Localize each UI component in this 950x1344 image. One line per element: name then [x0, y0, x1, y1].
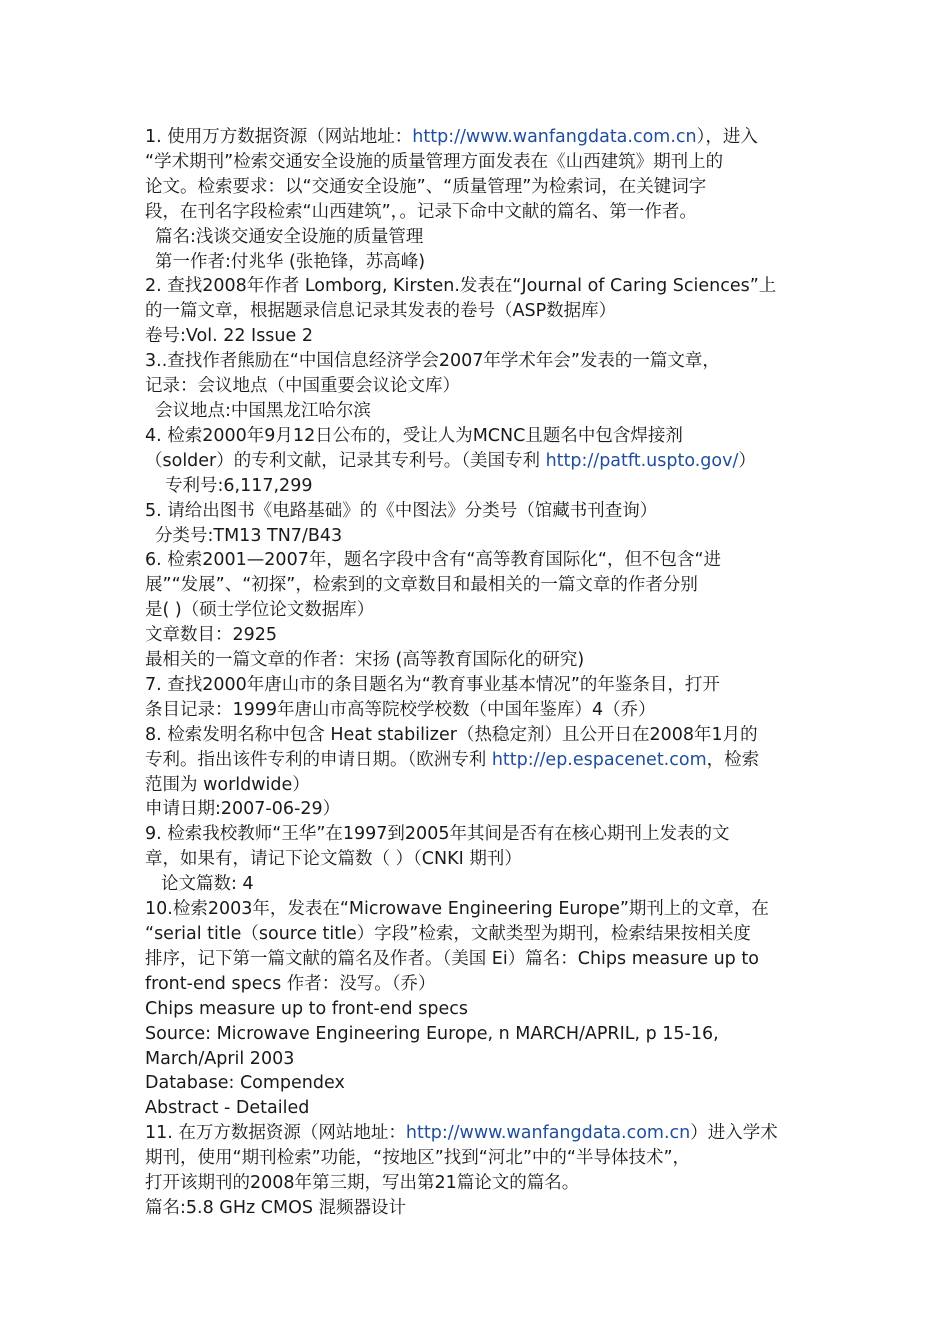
q5-line-1: 5. 请给出图书《电路基础》的《中图法》分类号（馆藏书刊查询） [145, 500, 658, 521]
q10-line-4: front-end specs 作者：没写。（乔） [145, 973, 436, 994]
espacenet-link[interactable]: http://ep.espacenet.com [491, 749, 707, 770]
q10-answer-title: Chips measure up to front-end specs [145, 998, 468, 1019]
q3-line-1: 3..查找作者熊励在“中国信息经济学会2007年学术年会”发表的一篇文章， [145, 351, 720, 372]
q1-text-end: ），进入 [696, 127, 758, 147]
q7-line-2: 条目记录：1999年唐山市高等院校学校数（中国年鉴库）4（乔） [145, 699, 656, 720]
q10-line-3: 排序，记下第一篇文献的篇名及作者。（美国 Ei）篇名：Chips measure up to [145, 948, 759, 969]
wanfang-link-2[interactable]: http://www.wanfangdata.com.cn [405, 1123, 691, 1144]
q8-answer: 申请日期:2007-06-29） [145, 799, 341, 820]
q1-text: 1. 使用万方数据资源（网站地址： [145, 127, 413, 147]
q6-line-3: 是( )（硕士学位论文数据库） [145, 600, 375, 621]
q8-text-end: ，检索 [706, 749, 760, 770]
q4-answer: 专利号:6,117,299 [165, 475, 313, 496]
q2-line-2: 的一篇文章，根据题录信息记录其发表的卷号（ASP数据库） [145, 301, 617, 322]
q2-answer: 卷号:Vol. 22 Issue 2 [145, 326, 313, 347]
q11-line-2: 期刊，使用“期刊检索”功能，“按地区”找到“河北”中的“半导体技术”， [145, 1148, 691, 1169]
q1-line-2: “学术期刊”检索交通安全设施的质量管理方面发表在《山西建筑》期刊上的 [145, 151, 724, 172]
document-body [145, 125, 810, 1221]
q5-answer: 分类号:TM13 TN7/B43 [155, 525, 343, 546]
q3-answer: 会议地点:中国黑龙江哈尔滨 [155, 400, 371, 421]
q1-line-3: 论文。检索要求：以“交通安全设施”、“质量管理”为检索词，在关键词字 [145, 176, 707, 197]
q11-line-1 [145, 1121, 810, 1146]
q10-line-1: 10.检索2003年，发表在“Microwave Engineering Europe”期刊上的文章，在 [145, 899, 769, 920]
q11-text: 11. 在万方数据资源（网站地址： [145, 1123, 406, 1144]
q1-answer-author: 第一作者:付兆华 (张艳锋，苏高峰) [155, 251, 426, 272]
q8-line-2 [145, 748, 810, 773]
q10-answer-abstract: Abstract - Detailed [145, 1098, 310, 1119]
q11-line-3: 打开该期刊的2008年第三期，写出第21篇论文的篇名。 [145, 1173, 580, 1194]
q6-line-1: 6. 检索2001—2007年，题名字段中含有“高等教育国际化“，但不包含“进 [145, 550, 722, 571]
q1-answer-title: 篇名:浅谈交通安全设施的质量管理 [155, 226, 424, 247]
q8-line-1: 8. 检索发明名称中包含 Heat stabilizer（热稳定剂）且公开日在2008年1月的 [145, 724, 758, 745]
q1-line-4: 段，在刊名字段检索“山西建筑”，。记录下命中文献的篇名、第一作者。 [145, 201, 697, 222]
q10-answer-date: March/April 2003 [145, 1048, 295, 1069]
q6-answer-count: 文章数目：2925 [145, 625, 278, 646]
q6-line-2: 展”“发展”、“初探”，检索到的文章数目和最相关的一篇文章的作者分别 [145, 575, 698, 596]
q4-line-1: 4. 检索2000年9月12日公布的，受让人为MCNC且题名中包含焊接剂 [145, 425, 683, 446]
q8-text: 专利。指出该件专利的申请日期。（欧洲专利 [145, 749, 492, 770]
q8-line-3: 范围为 worldwide） [145, 774, 310, 795]
q3-line-2: 记录：会议地点（中国重要会议论文库） [145, 376, 460, 397]
q10-answer-database: Database: Compendex [145, 1073, 345, 1094]
q4-line-2 [145, 449, 810, 474]
q7-line-1: 7. 查找2000年唐山市的条目题名为“教育事业基本情况”的年鉴条目，打开 [145, 674, 720, 695]
q11-text-end: ）进入学术 [690, 1123, 778, 1144]
q9-line-2: 章，如果有，请记下论文篇数（ ）（CNKI 期刊） [145, 849, 522, 870]
q9-answer: 论文篇数: 4 [161, 874, 254, 895]
q10-line-2: “serial title（source title）字段”检索，文献类型为期刊，检索结果按相关度 [145, 924, 751, 944]
q10-answer-source: Source: Microwave Engineering Europe, n MARCH/APRIL, p 15-16, [145, 1023, 719, 1044]
q2-line-1: 2. 查找2008年作者 Lomborg, Kirsten.发表在“Journal of Caring Sciences”上 [145, 276, 777, 297]
q1-line-1 [145, 125, 810, 150]
q4-text-end: ） [738, 450, 756, 471]
q9-line-1: 9. 检索我校教师“王华”在1997到2005年其间是否有在核心期刊上发表的文 [145, 824, 730, 845]
q6-answer-author: 最相关的一篇文章的作者：宋扬 (高等教育国际化的研究) [145, 650, 585, 671]
q11-answer: 篇名:5.8 GHz CMOS 混频器设计 [145, 1197, 407, 1218]
uspto-link[interactable]: http://patft.uspto.gov/ [545, 450, 739, 471]
wanfang-link[interactable]: http://www.wanfangdata.com.cn [412, 127, 697, 147]
q4-text: （solder）的专利文献，记录其专利号。（美国专利 [145, 450, 546, 471]
